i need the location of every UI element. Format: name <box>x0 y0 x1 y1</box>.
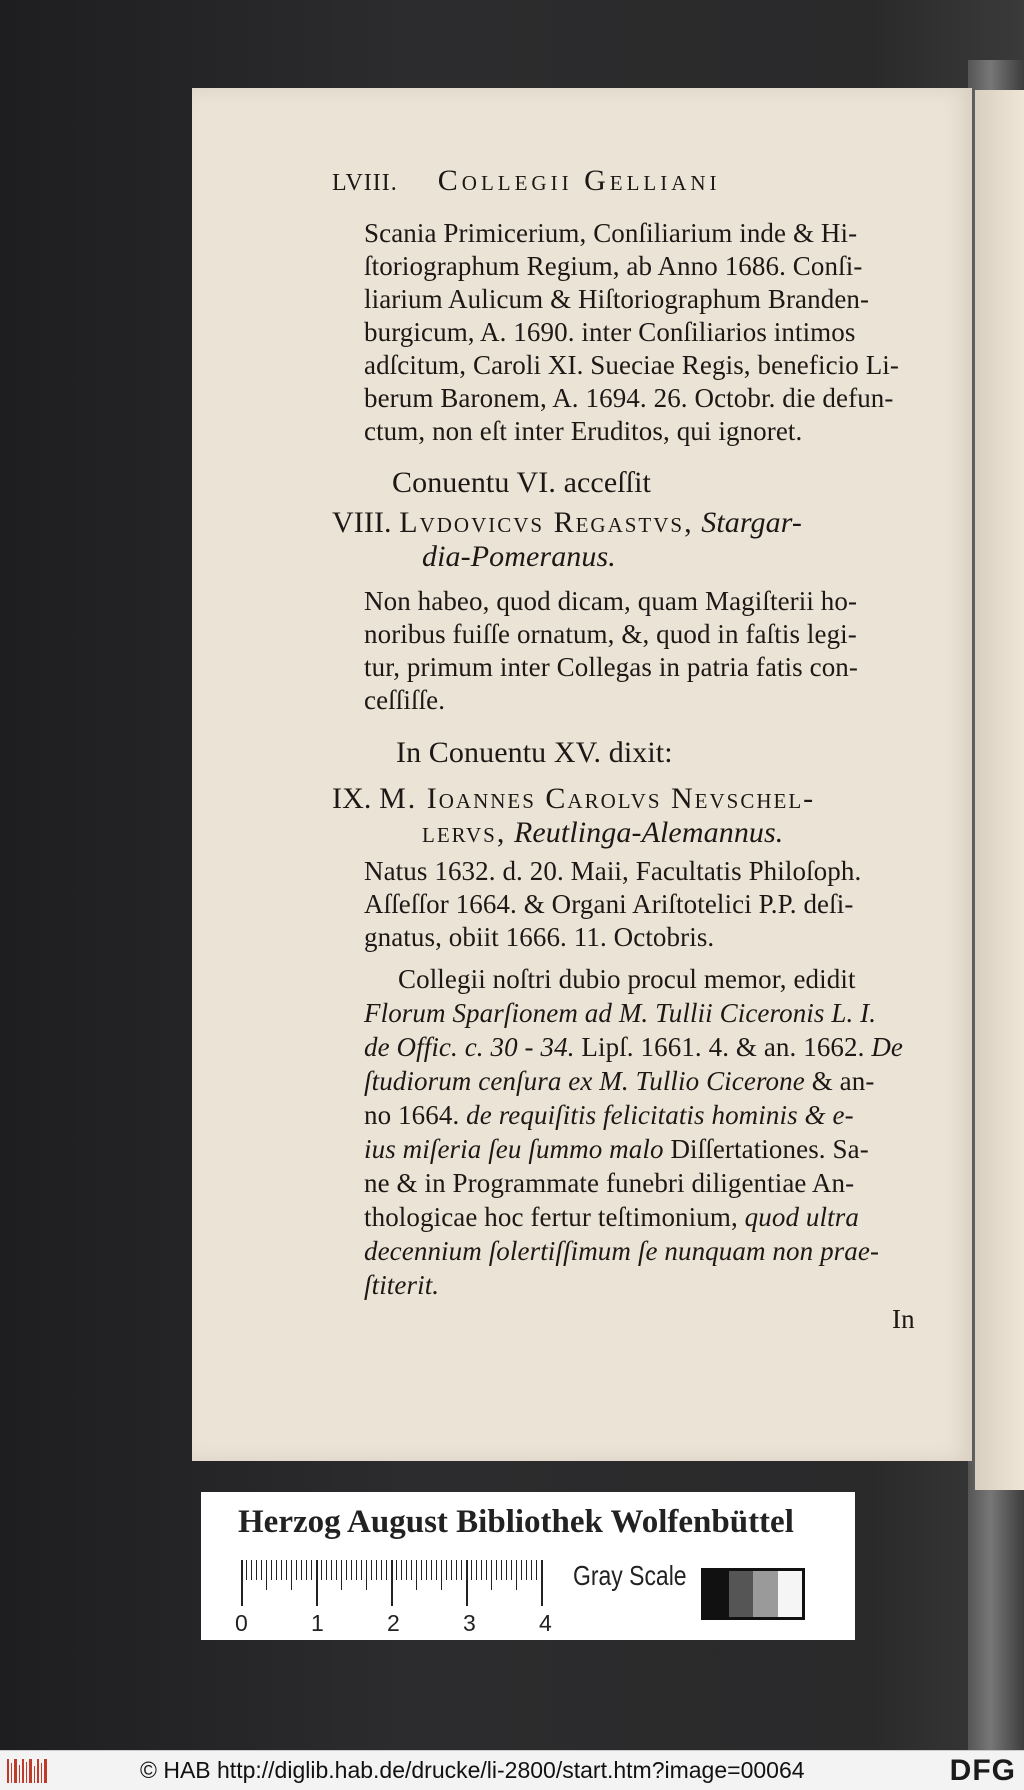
text-line: Non habeo, quod dicam, quam Magiſterii ho- <box>364 586 858 616</box>
ruler-tick <box>251 1560 252 1580</box>
ruler-tick <box>541 1560 543 1606</box>
running-head <box>332 164 721 198</box>
ruler-tick <box>531 1560 532 1580</box>
text-run: Florum Sparſionem ad M. Tullii Ciceronis L. I. <box>364 998 877 1028</box>
text-line: gnatus, obiit 1666. 11. Octobris. <box>364 922 715 952</box>
text-line <box>364 1066 874 1097</box>
ruler-tick <box>461 1560 462 1580</box>
text-line: ceſſiſſe. <box>364 685 446 715</box>
entry-name: M. Ioannes Carolvs Nevschel- <box>379 782 816 815</box>
ruler-tick <box>351 1560 352 1580</box>
gray-scale-label: Gray Scale <box>573 1560 687 1591</box>
text-run: thologicae hoc fertur teſtimonium, <box>364 1202 745 1232</box>
ruler-tick <box>331 1560 332 1580</box>
ruler-tick <box>476 1560 477 1580</box>
text-line <box>364 1236 879 1267</box>
ruler-tick <box>381 1560 382 1580</box>
ruler-tick <box>441 1560 442 1590</box>
hab-barcode-logo <box>6 1757 48 1785</box>
text-line: ſtoriographum Regium, ab Anno 1686. Conſi- <box>364 251 863 281</box>
ruler-tick <box>526 1560 527 1580</box>
text-line <box>398 964 856 995</box>
ruler-tick <box>301 1560 302 1580</box>
gray-swatch <box>729 1571 754 1617</box>
ruler-tick <box>376 1560 377 1580</box>
ruler-tick <box>446 1560 447 1580</box>
ruler-tick <box>336 1560 337 1580</box>
entry-ix <box>332 782 815 816</box>
entry-origin-continued: dia-Pomeranus. <box>422 540 616 573</box>
text-line <box>364 1270 439 1301</box>
text-line: burgicum, A. 1690. inter Conſiliarios intimos <box>364 317 856 347</box>
ruler-tick <box>321 1560 322 1580</box>
entry-name: lervs, <box>422 816 507 849</box>
ruler-ticks <box>241 1560 551 1608</box>
text-run: Lipſ. 1661. 4. & an. 1662. <box>574 1032 872 1062</box>
text-line: noribus fuiſſe ornatum, &, quod in faſtis legi- <box>364 619 857 649</box>
page-number: LVIII. <box>332 170 398 196</box>
ruler-tick <box>246 1560 247 1580</box>
running-head-title: Collegii Gelliani <box>437 164 721 197</box>
text-run: ſtudiorum cenſura ex M. Tullio Cicerone <box>364 1066 805 1096</box>
text-line: liarium Aulicum & Hiſtoriographum Branden- <box>364 284 870 314</box>
text-line: berum Baronem, A. 1694. 26. Octobr. die defun- <box>364 383 894 413</box>
entry-ix-continued <box>422 816 783 850</box>
entry-origin: Reutlinga-Alemannus. <box>513 816 784 849</box>
entry-name: Lvdovicvs Regastvs, <box>399 506 694 539</box>
ruler-tick <box>311 1560 312 1580</box>
ruler-number: 2 <box>387 1610 400 1636</box>
ruler-tick <box>436 1560 437 1580</box>
ruler-tick <box>261 1560 262 1580</box>
dfg-logo: DFG <box>949 1754 1016 1787</box>
ruler-tick <box>416 1560 417 1590</box>
ruler-tick <box>451 1560 452 1580</box>
text-run: ius miſeria ſeu ſummo malo <box>364 1134 664 1164</box>
ruler-tick <box>471 1560 472 1580</box>
text-run: ne & in Programmate funebri diligentiae An- <box>364 1168 855 1198</box>
ruler-tick <box>371 1560 372 1580</box>
ruler-tick <box>431 1560 432 1580</box>
ruler-tick <box>521 1560 522 1580</box>
color-calibration-ruler <box>201 1492 855 1640</box>
ruler-number: 3 <box>463 1610 476 1636</box>
copyright-url: © HAB http://diglib.hab.de/drucke/li-2800/start.htm?image=00064 <box>140 1757 805 1783</box>
ruler-tick <box>486 1560 487 1580</box>
ruler-tick <box>256 1560 257 1580</box>
book-page <box>192 88 972 1461</box>
ruler-tick <box>286 1560 287 1580</box>
ruler-tick <box>421 1560 422 1580</box>
text-run: & an- <box>804 1066 875 1096</box>
ruler-tick <box>296 1560 297 1580</box>
ruler-tick <box>386 1560 387 1580</box>
ruler-tick <box>516 1560 517 1590</box>
text-run: ſtiterit. <box>364 1270 440 1300</box>
ruler-tick <box>411 1560 412 1580</box>
text-line <box>364 1134 869 1165</box>
text-run: Diſſertationes. Sa- <box>663 1134 869 1164</box>
text-run: de Offic. c. 30 - 34. <box>364 1032 575 1062</box>
entry-viii <box>332 506 802 540</box>
ruler-number: 1 <box>311 1610 324 1636</box>
text-run: De <box>871 1032 904 1062</box>
library-name: Herzog August Bibliothek Wolfenbüttel <box>238 1504 794 1540</box>
ruler-tick <box>306 1560 307 1580</box>
text-line: tur, primum inter Collegas in patria fatis con- <box>364 652 858 682</box>
ruler-tick <box>396 1560 397 1580</box>
ruler-tick <box>406 1560 407 1580</box>
text-line: ctum, non eſt inter Eruditos, qui ignoret. <box>364 416 803 446</box>
ruler-tick <box>536 1560 537 1580</box>
entry-origin: Stargar- <box>701 506 802 539</box>
text-line: Scania Primicerium, Conſiliarium inde & Hi- <box>364 218 858 248</box>
ruler-tick <box>281 1560 282 1580</box>
gray-scale-swatches <box>701 1568 805 1620</box>
gray-swatch <box>778 1571 803 1617</box>
entry-numeral: IX. <box>332 782 372 815</box>
catchword: In <box>892 1304 915 1334</box>
text-run: de requiſitis felicitatis hominis & e- <box>466 1100 854 1130</box>
text-line: Aſſeſſor 1664. & Organi Ariſtotelici P.P. deſi- <box>364 889 854 919</box>
text-line: adſcitum, Caroli XI. Sueciae Regis, beneficio Li- <box>364 350 899 380</box>
adjacent-page-strip <box>975 90 1024 1490</box>
text-run: quod ultra <box>744 1202 859 1232</box>
ruler-tick <box>496 1560 497 1580</box>
text-line <box>364 998 876 1029</box>
ruler-tick <box>361 1560 362 1580</box>
ruler-tick <box>391 1560 393 1606</box>
ruler-tick <box>316 1560 318 1606</box>
ruler-tick <box>276 1560 277 1580</box>
section-heading: In Conuentu XV. dixit: <box>396 736 673 769</box>
ruler-tick <box>491 1560 492 1590</box>
ruler-tick <box>241 1560 243 1606</box>
text-run: no 1664. <box>364 1100 467 1130</box>
ruler-tick <box>506 1560 507 1580</box>
ruler-number: 0 <box>235 1610 248 1636</box>
ruler-tick <box>501 1560 502 1580</box>
gray-swatch <box>753 1571 778 1617</box>
ruler-tick <box>326 1560 327 1580</box>
text-line: Natus 1632. d. 20. Maii, Facultatis Philoſoph. <box>364 856 862 886</box>
viewer-footer <box>0 1750 1024 1790</box>
text-line <box>364 1202 859 1233</box>
ruler-tick <box>401 1560 402 1580</box>
ruler-tick <box>481 1560 482 1580</box>
text-line <box>364 1100 854 1131</box>
ruler-tick <box>366 1560 367 1590</box>
text-run: decennium ſolertiſſimum ſe nunquam non prae- <box>364 1236 880 1266</box>
ruler-number: 4 <box>539 1610 552 1636</box>
ruler-tick <box>341 1560 342 1590</box>
ruler-tick <box>291 1560 292 1590</box>
ruler-tick <box>271 1560 272 1580</box>
page-text <box>192 88 972 1461</box>
ruler-tick <box>511 1560 512 1580</box>
ruler-tick <box>266 1560 267 1590</box>
ruler-tick <box>356 1560 357 1580</box>
text-line <box>364 1168 854 1199</box>
gray-swatch <box>704 1571 729 1617</box>
ruler-tick <box>426 1560 427 1580</box>
text-run: Collegii noſtri dubio procul memor, edidit <box>398 964 856 994</box>
text-line <box>364 1032 903 1063</box>
ruler-tick <box>456 1560 457 1580</box>
ruler-tick <box>466 1560 468 1606</box>
ruler-tick <box>346 1560 347 1580</box>
entry-numeral: VIII. <box>332 506 392 539</box>
section-heading: Conuentu VI. acceſſit <box>392 466 651 499</box>
